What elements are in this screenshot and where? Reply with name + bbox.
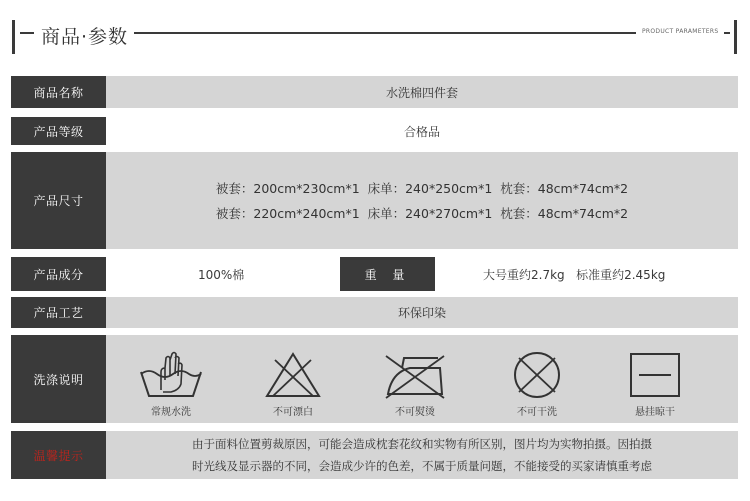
header-line-left <box>20 32 34 34</box>
size-line-1: 被套：200cm*230cm*1 床单：240*250cm*1 枕套：48cm*74cm*2 <box>215 180 629 196</box>
craft-value: 环保印染 <box>106 297 738 328</box>
no-dry-clean-icon <box>507 350 567 400</box>
notice-label: 温馨提示 <box>11 431 106 479</box>
name-value: 水洗棉四件套 <box>106 76 738 108</box>
grade-value: 合格品 <box>106 117 738 145</box>
wash-label: 洗涤说明 <box>11 335 106 423</box>
hang-dry-icon <box>625 350 685 400</box>
weight-value: 大号重约2.7kg 标准重约2.45kg <box>483 267 666 282</box>
wash-item <box>253 350 333 420</box>
name-label: 商品名称 <box>11 76 106 108</box>
material-value: 100%棉 <box>198 267 245 282</box>
header-line-right <box>724 32 730 34</box>
wash-caption: 不可干洗 <box>517 407 557 418</box>
weight-label: 重 量 <box>340 257 435 291</box>
section-subtitle: PRODUCT PARAMETERS <box>642 28 719 35</box>
material-label: 产品成分 <box>11 257 106 291</box>
wash-icons-row <box>106 335 738 423</box>
hand-wash-icon <box>135 350 207 400</box>
wash-item <box>131 350 211 420</box>
wash-caption: 常规水洗 <box>151 407 191 418</box>
no-iron-icon <box>382 350 448 400</box>
notice-line-2: 时光线及显示器的不同，会造成少许的色差，不属于质量问题，不能接受的买家请慎重考虑 <box>192 459 652 473</box>
notice-line-1: 由于面料位置剪裁原因，可能会造成枕套花纹和实物有所区别，图片均为实物拍摄。因拍摄 <box>192 437 652 451</box>
notice-value <box>106 431 738 479</box>
wash-item <box>375 350 455 420</box>
header-left-bar <box>12 20 15 54</box>
wash-caption: 不可熨烫 <box>395 407 435 418</box>
craft-label: 产品工艺 <box>11 297 106 328</box>
size-line-2: 被套：220cm*240cm*1 床单：240*270cm*1 枕套：48cm*74cm*2 <box>215 205 629 221</box>
size-value <box>106 152 738 249</box>
no-bleach-icon <box>263 350 323 400</box>
wash-caption: 不可漂白 <box>273 407 313 418</box>
section-title: 商品·参数 <box>41 26 129 48</box>
header-line-middle <box>134 32 636 34</box>
wash-item <box>497 350 577 420</box>
grade-label: 产品等级 <box>11 117 106 145</box>
header-right-bar <box>734 20 737 54</box>
section-header <box>0 0 750 60</box>
wash-caption: 悬挂晾干 <box>635 407 675 418</box>
wash-item <box>615 350 695 420</box>
size-label: 产品尺寸 <box>11 152 106 249</box>
